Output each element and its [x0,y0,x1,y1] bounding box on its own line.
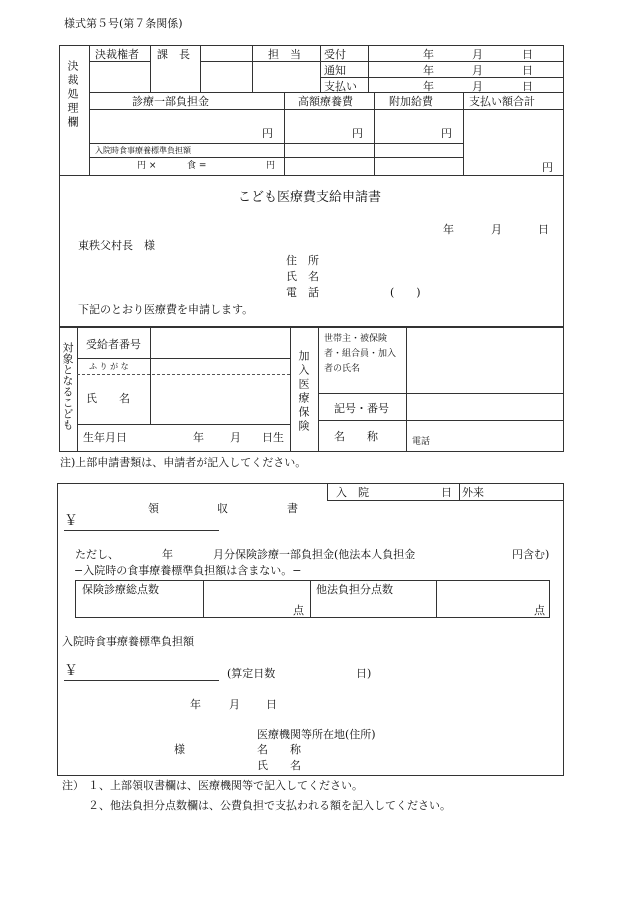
meal-std-label: 入院時食事療養標準負担額 [62,635,194,648]
applicant-name-label: 氏 名 [286,270,319,283]
partial-burden-header: 診療一部負担金 [132,95,209,108]
authority-label: 決裁権者 [95,48,139,61]
staff-label: 担 当 [268,48,301,61]
addressee: 東秩父村長 様 [78,239,155,252]
extra-benefit-header: 附加給費 [389,95,433,108]
meal-burden-label: 入院時食事療養標準負担額 [95,146,191,155]
footnote-2: ２、他法負担分点数欄は、公費負担で支払われる額を記入してください。 [88,799,451,812]
inpatient-label: 入 院 [336,486,369,499]
householder-label: 世帯主・被保険者・組合員・加入者の氏名 [324,334,397,374]
org-phone-label: 電話 [412,437,431,447]
amount-yen-mark: ￥ [64,513,78,529]
payment-total-header: 支払い額合計 [469,95,535,108]
receipt-title-2: 収 [217,502,228,515]
applicant-phone-label: 電 話 [286,286,319,299]
proviso-text: 月分保険診療一部負担金(他法本人負担金 [213,548,416,561]
institution-address-label: 医療機関等所在地(住所) [257,728,376,741]
child-name-label: 氏 名 [86,392,130,405]
outpatient-label: 外来 [462,486,484,499]
proviso-meal-note: −入院時の食事療養標準負担額は含まない。− [74,564,302,577]
form-number: 様式第５号(第７条関係) [64,17,183,30]
high-cost-header: 高額療養費 [298,95,353,108]
subject-side-label: 対象となるこども [61,342,74,430]
other-points-label: 他法負担分点数 [316,583,393,596]
org-name-label: 名 称 [334,430,378,443]
receipt-title-3: 書 [287,502,298,515]
total-points-label: 保険診療総点数 [82,583,159,596]
application-title: こども医療費支給申請書 [238,190,382,205]
recipient-number-label: 受給者番号 [86,338,141,351]
furigana-label: ふ り が な [89,362,129,371]
birth-date-label: 生年月日 [83,431,127,444]
footnote-1: １、上部領収書欄は、医療機関等で記入してください。 [88,779,363,792]
receipt-title-1: 領 [148,502,159,515]
payment-label: 支払い [324,80,357,93]
application-statement: 下記のとおり医療費を申請します。 [78,303,254,316]
notice-label: 通知 [324,64,346,77]
chief-label: 課 長 [157,48,190,61]
insurance-side-label: 加入医療保険 [297,350,310,434]
received-label: 受付 [324,48,346,61]
institution-name-label: 名 称 [257,743,301,756]
applicant-address-label: 住 所 [286,254,319,267]
decision-side-label: 決裁処理欄 [66,60,79,130]
institution-person-label: 氏 名 [257,759,301,772]
meal-yen-mark: ￥ [64,663,78,679]
applicant-note: 注)上部申請書類は、申請者が記入してください。 [60,456,307,469]
symbol-number-label: 記号・番号 [334,402,389,415]
